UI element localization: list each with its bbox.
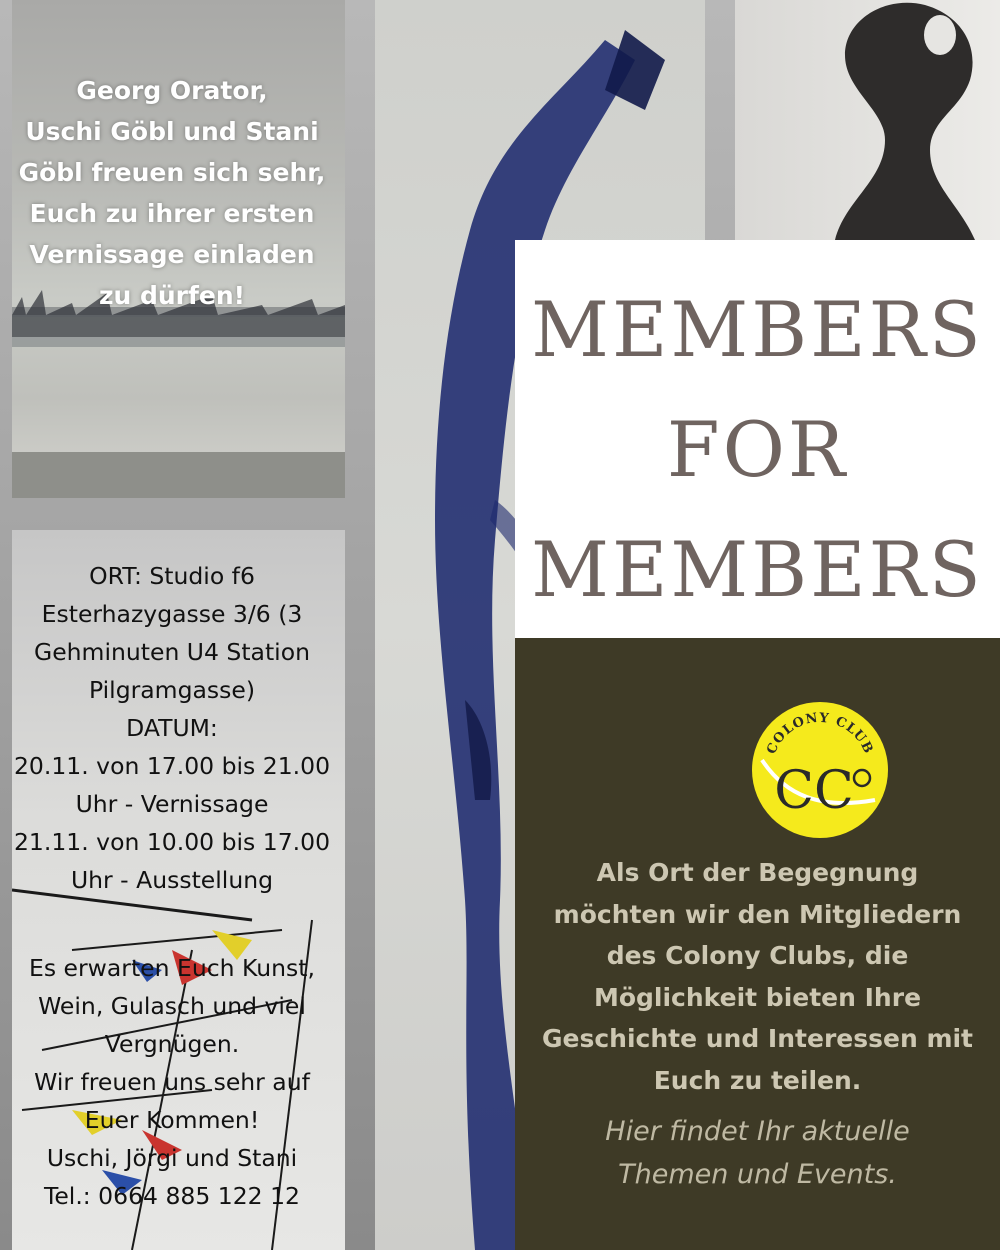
info-line: Uhr - Ausstellung: [70, 866, 274, 894]
info-line: ORT: Studio f6: [89, 562, 255, 590]
info-line: 20.11. von 17.00 bis 21.00: [13, 752, 331, 780]
closing-line: Es erwarten Euch Kunst,: [29, 954, 315, 982]
about-line: Geschichte und Interessen mit: [541, 1024, 974, 1053]
intro-line: Euch zu ihrer ersten: [29, 199, 315, 228]
title-line: MEMBERS: [531, 285, 984, 374]
sculpture-photo: [735, 0, 1000, 240]
closing-line: Vergnügen.: [104, 1030, 240, 1058]
spacer: [12, 899, 332, 949]
info-line: Esterhazygasse 3/6 (3: [41, 600, 303, 628]
info-line: Gehminuten U4 Station: [34, 638, 310, 666]
info-line: Pilgramgasse): [88, 676, 255, 704]
logo-arc-text: COLONY CLUB: [764, 710, 876, 757]
logo-monogram: CC: [774, 761, 854, 821]
club-about: [530, 852, 985, 1101]
phone-number: Tel.: 0664 885 122 12: [43, 1182, 301, 1210]
invitation-intro: [12, 70, 332, 316]
info-line: DATUM:: [126, 714, 218, 742]
info-line: Uhr - Vernissage: [75, 790, 269, 818]
closing-line: Euer Kommen!: [84, 1106, 260, 1134]
intro-line: Vernissage einladen: [29, 240, 315, 269]
title-line: MEMBERS: [531, 525, 984, 614]
closing-line: Wir freuen uns sehr auf: [34, 1068, 310, 1096]
about-line: des Colony Clubs, die: [606, 941, 909, 970]
intro-line: Georg Orator,: [76, 76, 268, 105]
cta-line: Themen und Events.: [618, 1159, 897, 1190]
about-line: Möglichkeit bieten Ihre: [593, 982, 922, 1012]
intro-line: zu dürfen!: [98, 281, 246, 310]
closing-line: Uschi, Jörgi und Stani: [46, 1144, 298, 1172]
cta-line: Hier findet Ihr aktuelle: [605, 1116, 910, 1147]
info-line: 21.11. von 10.00 bis 17.00: [13, 828, 331, 856]
title-line: FOR: [666, 405, 849, 494]
title-box: [515, 240, 1000, 638]
painting-base: [12, 452, 345, 498]
intro-line: Göbl freuen sich sehr,: [18, 158, 326, 187]
about-line: Als Ort der Begegnung: [596, 858, 919, 887]
sculpture-shape: [735, 0, 1000, 240]
intro-line: Uschi Göbl und Stani: [25, 117, 319, 146]
event-details: [12, 557, 332, 1215]
events-teaser: [530, 1110, 985, 1196]
colony-club-logo: [750, 700, 890, 840]
about-line: möchten wir den Mitgliedern: [553, 899, 962, 929]
closing-line: Wein, Gulasch und viel: [38, 992, 306, 1020]
about-line: Euch zu teilen.: [653, 1065, 862, 1095]
